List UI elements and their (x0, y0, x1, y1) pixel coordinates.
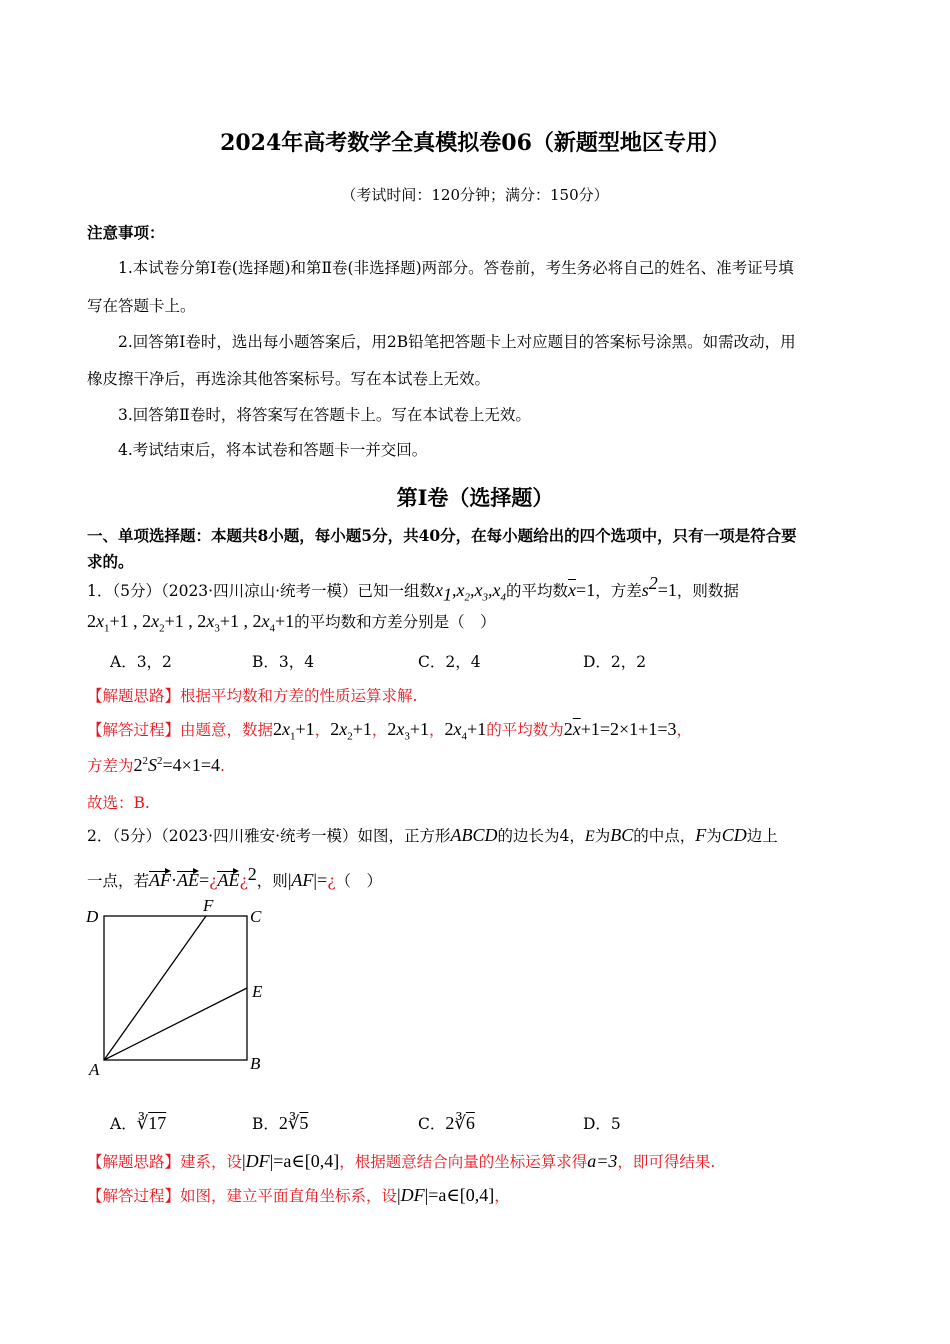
q1-process-line-2: 方差为$2^2S^2=4\times 1=4$. (87, 755, 225, 775)
q1-choice-b: B．3，4 (252, 653, 315, 671)
label-e: E (252, 982, 263, 1001)
label-c: C (250, 907, 262, 926)
q1-choice-a: A．3，2 (110, 653, 172, 671)
page-title: 2024年高考数学全真模拟卷06（新题型地区专用） (220, 130, 730, 156)
notice-item-4: 4.考试结束后，将本试卷和答题卡一并交回。 (118, 441, 428, 459)
notice-item-1-line-1: 1.本试卷分第Ⅰ卷(选择题)和第Ⅱ卷(非选择题)两部分。答卷前，考生务必将自己的姓名、准考证号填 (118, 259, 794, 277)
q1-choice-c: C．2，4 (418, 653, 481, 671)
q2-choice-d: D．5 (583, 1115, 621, 1133)
label-d: D (86, 907, 99, 926)
section-desc-line-2: 求的。 (87, 552, 134, 571)
notice-item-1-line-2: 写在答题卡上。 (87, 297, 196, 315)
square-figure (80, 893, 280, 1083)
q1-choice-d: D．2，2 (583, 653, 647, 671)
q1-answer: 故选：B. (87, 794, 150, 812)
q2-hint: 【解题思路】建系，设|DF|=a∈[0,4]，根据题意结合向量的坐标运算求得a=3，即可得结果. (87, 1151, 716, 1171)
q1-process-line-1: 【解答过程】由题意，数据$2x_1+1$，$2x_2+1$，$2x_3+1$，$2x_4+1$的平均数为$2\overline{x}+1=2\times 1+1=3$， (87, 719, 692, 743)
label-f: F (203, 896, 214, 915)
q2-process-line-1: 【解答过程】如图，建立平面直角坐标系，设|DF|=a∈[0,4]， (87, 1185, 510, 1205)
q1-stem-line-2: $2x_1+1$ , $2x_2+1$ , $2x_3+1$ , $2x_4+1$的平均数和方差分别是（ ） (87, 611, 496, 635)
label-a: A (89, 1060, 100, 1079)
section-title: 第Ⅰ卷（选择题） (396, 485, 554, 510)
q2-stem-line-2: 一点，若AF·AE=¿AE¿$^2$，则|AF|=¿（ ） (87, 864, 383, 891)
notice-heading: 注意事项： (87, 223, 165, 242)
section-desc-line-1: 一、单项选择题：本题共8小题，每小题5分，共40分，在每小题给出的四个选项中，只有一项是符合要 (87, 526, 797, 545)
segment-af (104, 916, 206, 1060)
notice-item-3: 3.回答第Ⅱ卷时，将答案写在答题卡上。写在本试卷上无效。 (118, 406, 531, 424)
q2-choice-c: C．2∛6 (418, 1113, 475, 1133)
segment-ae (104, 988, 247, 1060)
exam-info: （考试时间：120分钟；满分：150分） (341, 186, 609, 204)
q1-stem-line-1: 1．（5分）（2023·四川凉山·统考一模）已知一组数$x_1,x_2,x_3,x_4$的平均数$\overline{x}=1$，方差$s^2=1$，则数据 (87, 573, 739, 605)
q2-choice-a: A．∛17 (110, 1113, 167, 1133)
square-abcd (104, 916, 247, 1060)
label-b: B (250, 1054, 261, 1073)
q1-hint: 【解题思路】根据平均数和方差的性质运算求解. (87, 687, 418, 705)
q2-stem-line-1: 2．（5分）（2023·四川雅安·统考一模）如图，正方形ABCD的边长为4，E为BC的中点，F为CD边上 (87, 825, 778, 845)
q2-choice-b: B．2∛5 (252, 1113, 309, 1133)
notice-item-2-line-2: 橡皮擦干净后，再选涂其他答案标号。写在本试卷上无效。 (87, 370, 491, 388)
notice-item-2-line-1: 2.回答第Ⅰ卷时，选出每小题答案后，用2B铅笔把答题卡上对应题目的答案标号涂黑。如需改动，用 (118, 333, 796, 351)
